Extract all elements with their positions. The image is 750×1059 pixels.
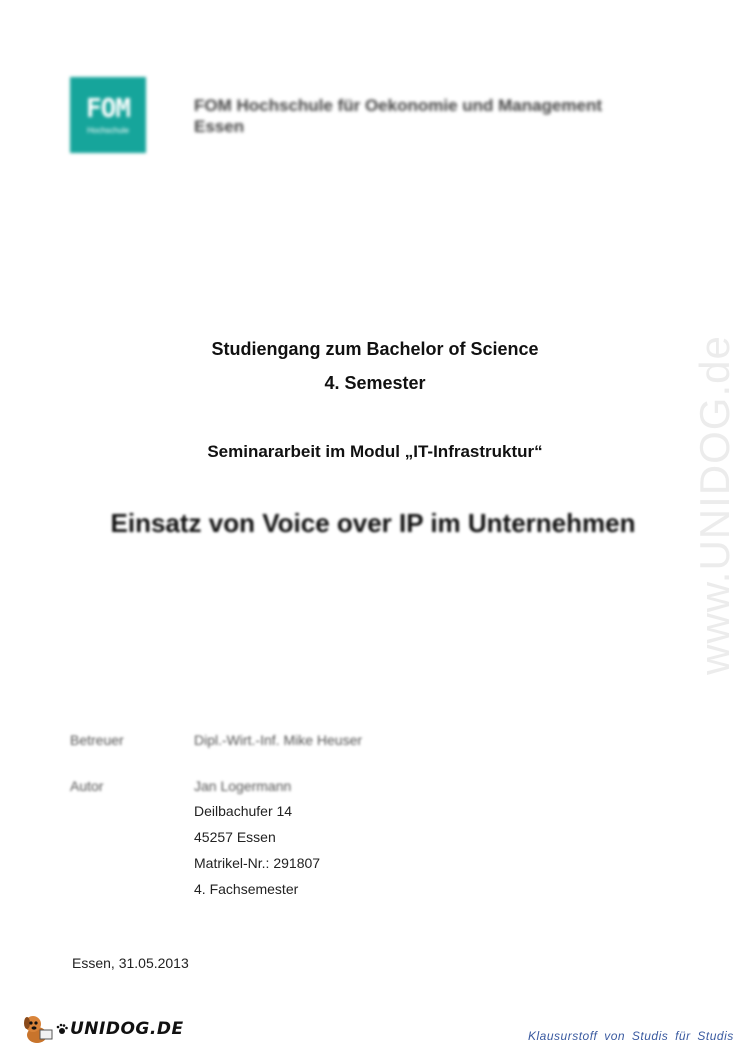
degree-program: Studiengang zum Bachelor of Science xyxy=(211,339,539,359)
author-city: 45257 Essen xyxy=(194,829,276,845)
supervisor-label: Betreuer xyxy=(70,732,124,748)
watermark: www.UNIDOG.de xyxy=(691,335,738,675)
school-city: Essen xyxy=(194,117,245,136)
place-date: Essen, 31.05.2013 xyxy=(72,955,189,971)
fom-logo-subtext: Hochschule xyxy=(87,125,129,135)
fachsemester: 4. Fachsemester xyxy=(194,881,299,897)
unidog-brand: UNIDOG.DE xyxy=(70,1019,184,1039)
school-name xyxy=(194,95,602,137)
matriculation-number: Matrikel-Nr.: 291807 xyxy=(194,855,321,871)
author-label: Autor xyxy=(70,778,104,794)
dog-mascot-icon xyxy=(22,1013,54,1045)
school-name-line1: FOM Hochschule für Oekonomie und Management xyxy=(194,96,603,115)
paw-icon xyxy=(56,1023,68,1035)
fom-logo xyxy=(70,77,146,153)
supervisor-value: Dipl.-Wirt.-Inf. Mike Heuser xyxy=(194,732,363,748)
author-street: Deilbachufer 14 xyxy=(194,803,293,819)
module-line: Seminararbeit im Modul „IT-Infrastruktur“ xyxy=(207,442,543,461)
thesis-title: Einsatz von Voice over IP im Unternehmen xyxy=(110,508,636,538)
author-name: Jan Logermann xyxy=(194,778,292,794)
unidog-logo xyxy=(22,1013,184,1045)
footer-slogan: Klausurstoff von Studis für Studis xyxy=(528,1029,734,1043)
fom-logo-text: FOM xyxy=(86,93,130,124)
semester: 4. Semester xyxy=(324,373,426,393)
